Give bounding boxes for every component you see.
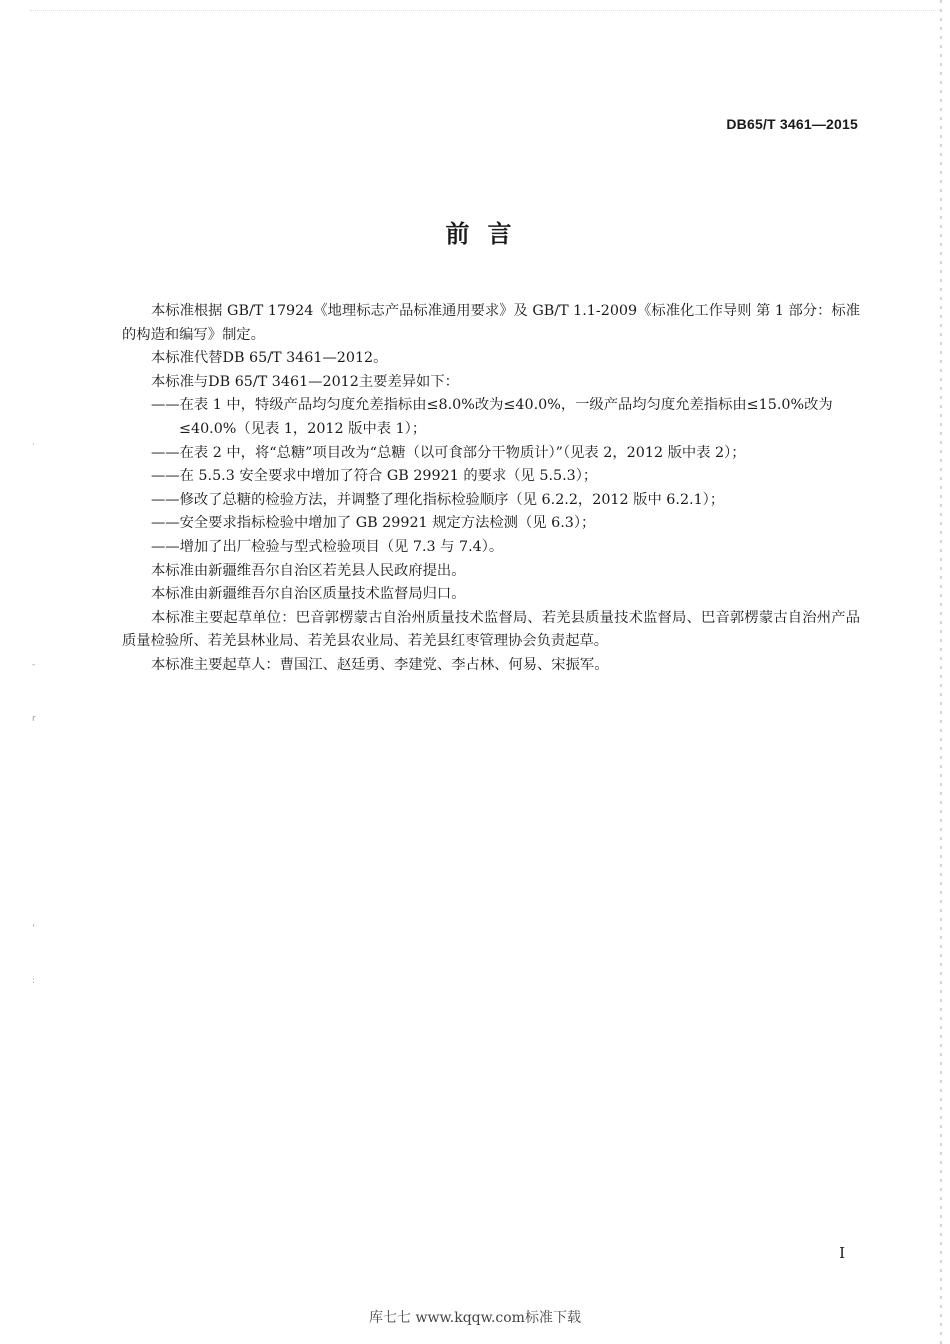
margin-mark: : [32, 976, 36, 986]
paragraph-drafters: 本标准主要起草人：曹国江、赵廷勇、李建党、李占林、何易、宋振军。 [151, 656, 609, 673]
footer-watermark: 库七七 www.kqqw.com标准下载 [369, 1310, 581, 1326]
document-body [122, 300, 860, 678]
margin-mark: ʼ [32, 924, 35, 934]
paragraph-replaces: 本标准代替DB 65/T 3461—2012。 [151, 350, 388, 367]
margin-mark: - [32, 660, 36, 670]
paragraph-drafting-units: 本标准主要起草单位：巴音郭楞蒙古自治州质量技术监督局、若羌县质量技术监督局、巴音郭楞蒙古自治州产品质量检验所、若羌县林业局、若羌县农业局、若羌县红枣管理协会负责起草。 [122, 609, 860, 650]
difference-item: ——修改了总糖的检验方法，并调整了理化指标检验顺序（见 6.2.2，2012 版中 6.2.1）； [151, 491, 725, 508]
paragraph-administrator: 本标准由新疆维吾尔自治区质量技术监督局归口。 [151, 586, 466, 603]
margin-mark: · [32, 440, 35, 450]
scan-edge-top [30, 0, 940, 11]
difference-item: ——在表 2 中，将“总糖”项目改为“总糖（以可食部分干物质计）”（见表 2，2012 版中表 2）； [151, 444, 746, 461]
difference-item: ——安全要求指标检验中增加了 GB 29921 规定方法检测（见 6.3）； [151, 515, 596, 532]
page-title: 前言 [445, 220, 530, 248]
paragraph-differences-intro: 本标准与DB 65/T 3461—2012主要差异如下： [151, 373, 459, 390]
standard-code: DB65/T 3461—2015 [726, 116, 858, 132]
page-number: I [839, 1244, 845, 1262]
difference-item: ——增加了出厂检验与型式检验项目（见 7.3 与 7.4）。 [151, 538, 504, 555]
paragraph-proposer: 本标准由新疆维吾尔自治区若羌县人民政府提出。 [151, 562, 466, 579]
difference-item: ——在表 1 中，特级产品均匀度允差指标由≤8.0%改为≤40.0%，一级产品均匀度允差指标由≤15.0%改为≤40.0%（见表 1，2012 版中表 1）； [151, 397, 833, 437]
paragraph-basis: 本标准根据 GB/T 17924《地理标志产品标准通用要求》及 GB/T 1.1-2009《标准化工作导则 第 1 部分：标准的构造和编写》制定。 [122, 303, 860, 343]
scan-edge-right [940, 0, 942, 1344]
margin-mark: r [32, 714, 36, 724]
difference-item: ——在 5.5.3 安全要求中增加了符合 GB 29921 的要求（见 5.5.3）； [151, 468, 598, 485]
